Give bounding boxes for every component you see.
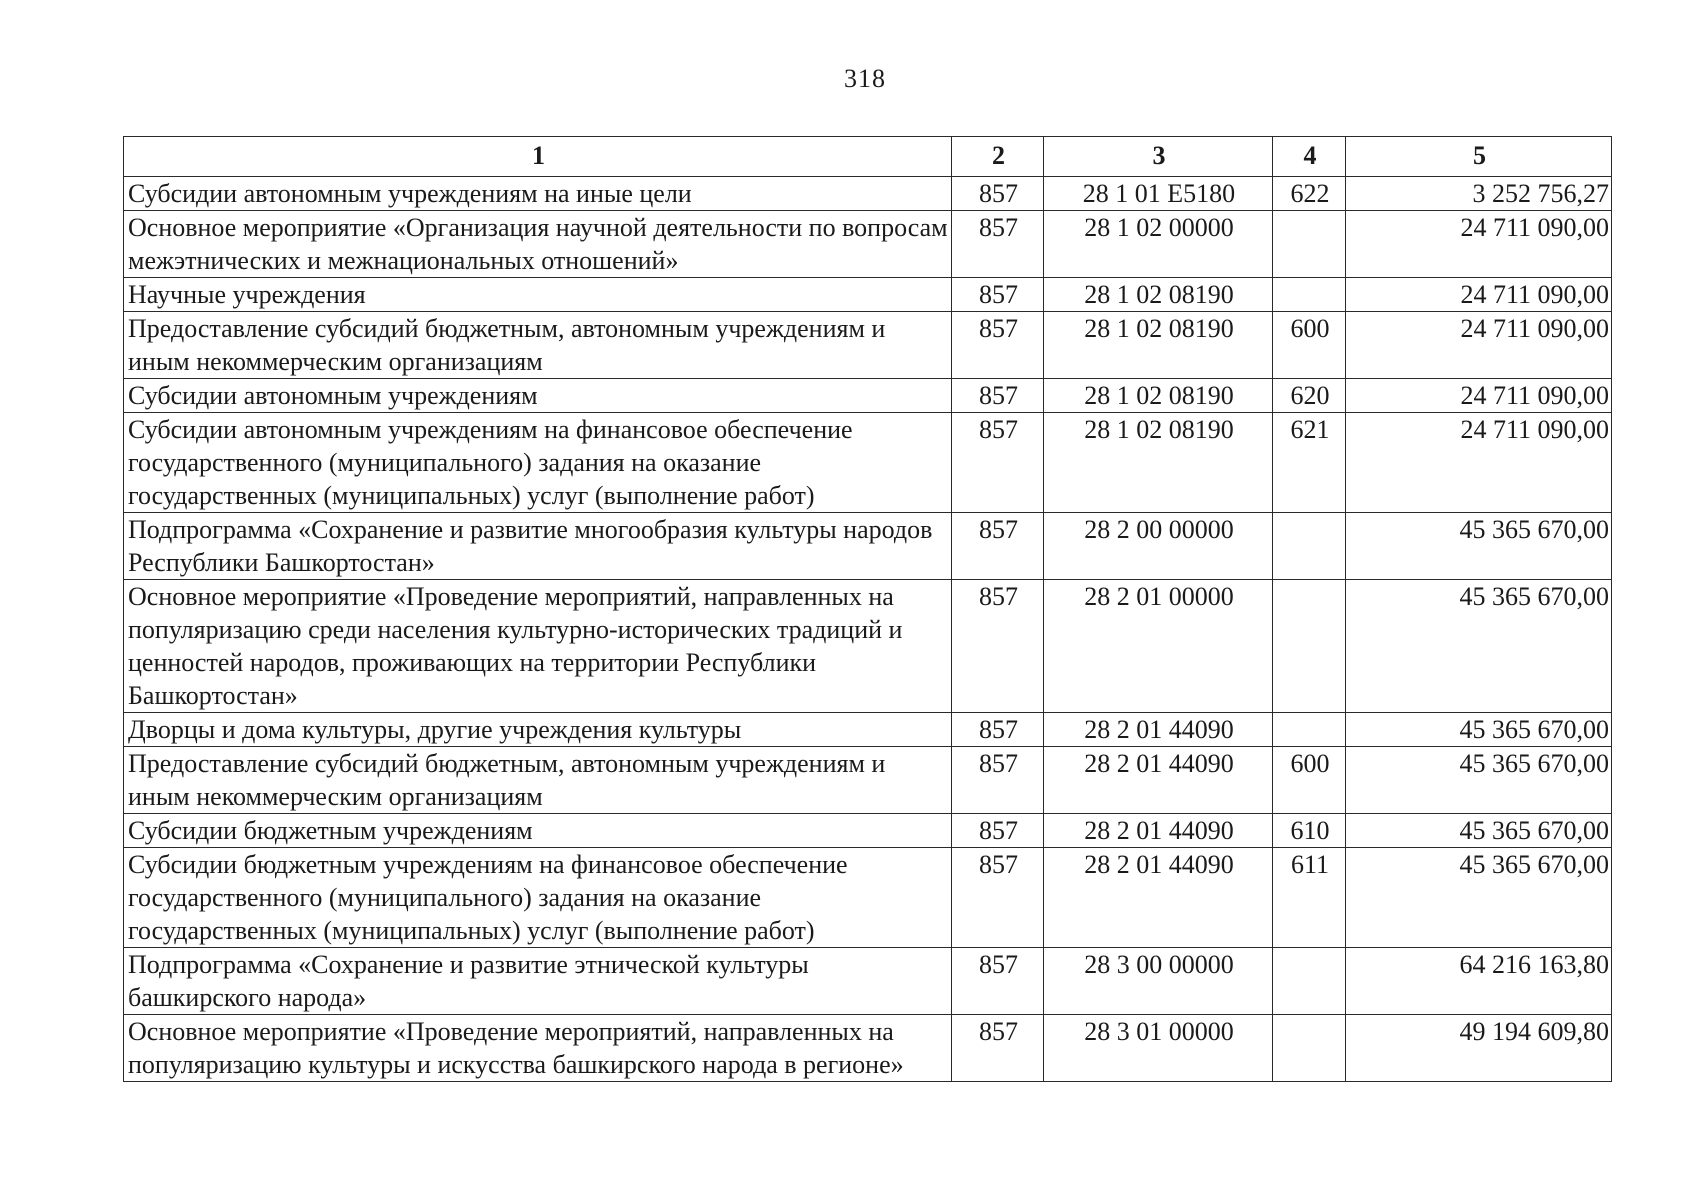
table-row <box>124 713 1612 747</box>
item-name-cell: Основное мероприятие «Организация научной деятельности по вопросам межэтнических и межнациональных отношений» <box>124 211 952 278</box>
item-name-cell: Дворцы и дома культуры, другие учреждения культуры <box>124 713 952 747</box>
table-row <box>124 513 1612 580</box>
ministry-code-cell: 857 <box>952 177 1044 211</box>
expense-type-code-cell: 610 <box>1273 814 1346 848</box>
item-name-cell: Субсидии автономным учреждениям на финансовое обеспечение государственного (муниципального) задания на оказание государственных (муниципальных) услуг (выполнение работ) <box>124 413 952 513</box>
item-name-cell: Субсидии бюджетным учреждениям <box>124 814 952 848</box>
ministry-code-cell: 857 <box>952 747 1044 814</box>
ministry-code-cell: 857 <box>952 1015 1044 1082</box>
target-article-code-cell: 28 1 02 08190 <box>1044 278 1273 312</box>
table-row <box>124 1015 1612 1082</box>
table-row <box>124 211 1612 278</box>
target-article-code-cell: 28 3 01 00000 <box>1044 1015 1273 1082</box>
ministry-code-cell: 857 <box>952 948 1044 1015</box>
amount-cell: 45 365 670,00 <box>1346 747 1612 814</box>
header-col-4: 4 <box>1273 137 1346 177</box>
table-body <box>124 177 1612 1082</box>
table-row <box>124 379 1612 413</box>
ministry-code-cell: 857 <box>952 713 1044 747</box>
item-name-cell: Предоставление субсидий бюджетным, автономным учреждениям и иным некоммерческим организациям <box>124 747 952 814</box>
ministry-code-cell: 857 <box>952 211 1044 278</box>
budget-table <box>123 136 1612 1082</box>
table-row <box>124 312 1612 379</box>
target-article-code-cell: 28 1 02 08190 <box>1044 379 1273 413</box>
table-row <box>124 747 1612 814</box>
table-row <box>124 413 1612 513</box>
table-row <box>124 848 1612 948</box>
ministry-code-cell: 857 <box>952 278 1044 312</box>
expense-type-code-cell <box>1273 278 1346 312</box>
ministry-code-cell: 857 <box>952 580 1044 713</box>
amount-cell: 24 711 090,00 <box>1346 278 1612 312</box>
expense-type-code-cell <box>1273 513 1346 580</box>
target-article-code-cell: 28 2 01 00000 <box>1044 580 1273 713</box>
target-article-code-cell: 28 2 01 44090 <box>1044 713 1273 747</box>
amount-cell: 45 365 670,00 <box>1346 848 1612 948</box>
expense-type-code-cell: 622 <box>1273 177 1346 211</box>
ministry-code-cell: 857 <box>952 379 1044 413</box>
expense-type-code-cell <box>1273 948 1346 1015</box>
amount-cell: 45 365 670,00 <box>1346 713 1612 747</box>
header-col-3: 3 <box>1044 137 1273 177</box>
expense-type-code-cell: 611 <box>1273 848 1346 948</box>
target-article-code-cell: 28 2 01 44090 <box>1044 848 1273 948</box>
ministry-code-cell: 857 <box>952 312 1044 379</box>
expense-type-code-cell <box>1273 713 1346 747</box>
table-row <box>124 278 1612 312</box>
expense-type-code-cell: 600 <box>1273 747 1346 814</box>
target-article-code-cell: 28 2 01 44090 <box>1044 814 1273 848</box>
ministry-code-cell: 857 <box>952 848 1044 948</box>
ministry-code-cell: 857 <box>952 413 1044 513</box>
header-col-1: 1 <box>124 137 952 177</box>
item-name-cell: Субсидии автономным учреждениям <box>124 379 952 413</box>
item-name-cell: Подпрограмма «Сохранение и развитие многообразия культуры народов Республики Башкортостан» <box>124 513 952 580</box>
page-number: 318 <box>844 64 886 93</box>
header-col-5: 5 <box>1346 137 1612 177</box>
expense-type-code-cell <box>1273 580 1346 713</box>
target-article-code-cell: 28 1 02 08190 <box>1044 312 1273 379</box>
target-article-code-cell: 28 2 00 00000 <box>1044 513 1273 580</box>
amount-cell: 24 711 090,00 <box>1346 312 1612 379</box>
target-article-code-cell: 28 1 02 00000 <box>1044 211 1273 278</box>
header-row <box>124 137 1612 177</box>
expense-type-code-cell <box>1273 1015 1346 1082</box>
target-article-code-cell: 28 2 01 44090 <box>1044 747 1273 814</box>
amount-cell: 3 252 756,27 <box>1346 177 1612 211</box>
item-name-cell: Предоставление субсидий бюджетным, автономным учреждениям и иным некоммерческим организациям <box>124 312 952 379</box>
ministry-code-cell: 857 <box>952 513 1044 580</box>
table-row <box>124 948 1612 1015</box>
amount-cell: 24 711 090,00 <box>1346 211 1612 278</box>
amount-cell: 45 365 670,00 <box>1346 814 1612 848</box>
amount-cell: 49 194 609,80 <box>1346 1015 1612 1082</box>
table-row <box>124 177 1612 211</box>
table-header <box>124 137 1612 177</box>
item-name-cell: Основное мероприятие «Проведение мероприятий, направленных на популяризацию культуры и искусства башкирского народа в регионе» <box>124 1015 952 1082</box>
amount-cell: 24 711 090,00 <box>1346 379 1612 413</box>
table-row <box>124 814 1612 848</box>
target-article-code-cell: 28 1 01 Е5180 <box>1044 177 1273 211</box>
amount-cell: 45 365 670,00 <box>1346 580 1612 713</box>
expense-type-code-cell: 620 <box>1273 379 1346 413</box>
expense-type-code-cell: 621 <box>1273 413 1346 513</box>
expense-type-code-cell <box>1273 211 1346 278</box>
item-name-cell: Основное мероприятие «Проведение мероприятий, направленных на популяризацию среди населения культурно-исторических традиций и ценностей народов, проживающих на территории Республики Башкортостан» <box>124 580 952 713</box>
target-article-code-cell: 28 1 02 08190 <box>1044 413 1273 513</box>
item-name-cell: Субсидии автономным учреждениям на иные цели <box>124 177 952 211</box>
table-row <box>124 580 1612 713</box>
ministry-code-cell: 857 <box>952 814 1044 848</box>
item-name-cell: Подпрограмма «Сохранение и развитие этнической культуры башкирского народа» <box>124 948 952 1015</box>
amount-cell: 24 711 090,00 <box>1346 413 1612 513</box>
header-col-2: 2 <box>952 137 1044 177</box>
item-name-cell: Научные учреждения <box>124 278 952 312</box>
amount-cell: 45 365 670,00 <box>1346 513 1612 580</box>
expense-type-code-cell: 600 <box>1273 312 1346 379</box>
target-article-code-cell: 28 3 00 00000 <box>1044 948 1273 1015</box>
amount-cell: 64 216 163,80 <box>1346 948 1612 1015</box>
item-name-cell: Субсидии бюджетным учреждениям на финансовое обеспечение государственного (муниципального) задания на оказание государственных (муниципальных) услуг (выполнение работ) <box>124 848 952 948</box>
